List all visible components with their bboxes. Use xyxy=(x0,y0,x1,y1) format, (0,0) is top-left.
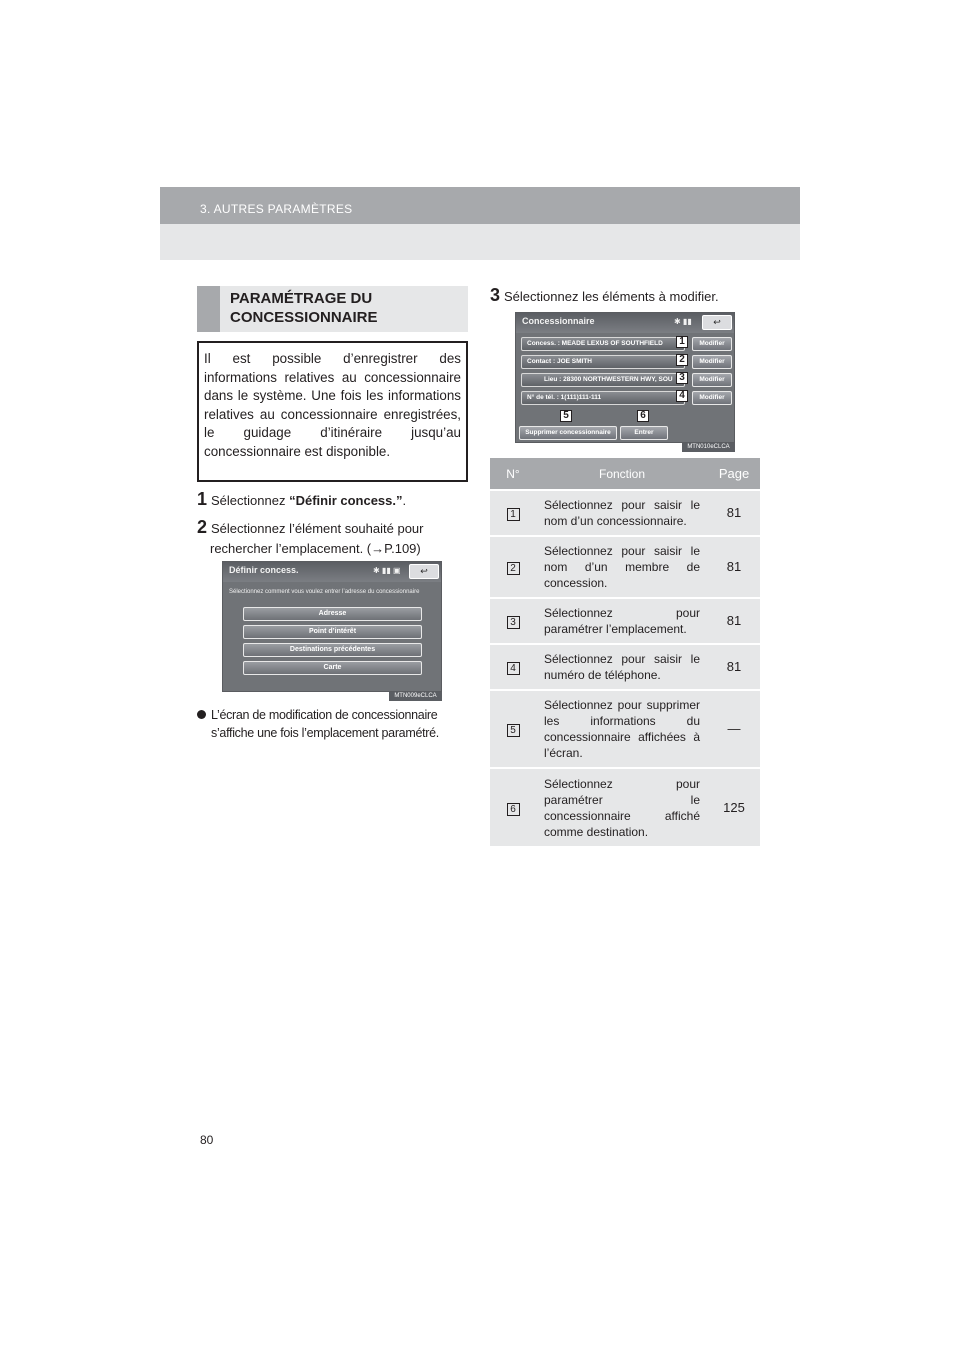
callout-5: 5 xyxy=(560,410,572,422)
bullet-note xyxy=(197,706,472,742)
table-row xyxy=(490,598,760,644)
row-page: 81 xyxy=(708,598,760,644)
enter-button[interactable]: Entrer xyxy=(620,426,668,440)
modify-phone-button[interactable]: Modifier xyxy=(692,391,732,405)
row-number: 2 xyxy=(507,562,520,575)
row-number: 6 xyxy=(507,803,520,816)
status-icons: ✱ ▮▮ xyxy=(674,317,692,326)
step-number: 1 xyxy=(197,489,208,509)
image-code: MTN010eCLCA xyxy=(682,443,735,452)
screenshot-dealer xyxy=(515,312,735,443)
screen-prompt: Sélectionnez comment vous voulez entrer l’adresse du concessionnaire xyxy=(229,589,420,595)
row-function: Sélectionnez pour saisir le nom d’un membre de concession. xyxy=(536,536,708,598)
header-band xyxy=(160,224,800,260)
screenshot-define-dealer xyxy=(222,561,442,692)
table-header xyxy=(490,458,760,490)
modify-location-button[interactable]: Modifier xyxy=(692,373,732,387)
step-number: 3 xyxy=(490,285,501,305)
row-number: 4 xyxy=(507,662,520,675)
row-page: 81 xyxy=(708,490,760,536)
step-3 xyxy=(490,286,765,306)
section-heading xyxy=(197,286,468,332)
callout-2: 2 xyxy=(676,354,688,366)
table-row xyxy=(490,490,760,536)
row-function: Sélectionnez pour paramétrer le concessionnaire affiché comme destination. xyxy=(536,768,708,846)
heading-accent xyxy=(197,286,220,332)
option-address[interactable]: Adresse xyxy=(243,607,422,621)
intro-box: Il est possible d’enregistrer des informations relatives au concessionnaire dans le système. Une fois les informations relatives au concessionnaire enregistrées, le guidage d’itinéraire jusqu’au concessionnaire est disponible. xyxy=(197,341,468,482)
row-page: 81 xyxy=(708,644,760,690)
row-page: 81 xyxy=(708,536,760,598)
step-keyword: “Définir concess.” xyxy=(289,493,403,508)
callout-1: 1 xyxy=(676,336,688,348)
row-page: — xyxy=(708,690,760,768)
step-text-line1: Sélectionnez l’élément souhaité pour xyxy=(211,521,424,536)
callout-4: 4 xyxy=(676,390,688,402)
option-previous-destinations[interactable]: Destinations précédentes xyxy=(243,643,422,657)
step-number: 2 xyxy=(197,517,208,537)
bullet-line2: s’affiche une fois l’emplacement paramétré. xyxy=(211,726,439,740)
image-code: MTN009eCLCA xyxy=(389,692,442,701)
header-num: N° xyxy=(506,466,520,481)
step-2 xyxy=(197,518,472,558)
field-contact: Contact : JOE SMITH xyxy=(521,355,685,369)
modify-contact-button[interactable]: Modifier xyxy=(692,355,732,369)
row-number: 5 xyxy=(507,724,520,737)
option-poi[interactable]: Point d’intérêt xyxy=(243,625,422,639)
back-button[interactable]: ↩ xyxy=(702,315,732,330)
header-function: Fonction xyxy=(598,466,646,481)
step-text: Sélectionnez les éléments à modifier. xyxy=(504,289,719,304)
option-map[interactable]: Carte xyxy=(243,661,422,675)
step-1: 1 Sélectionnez “Définir concess.”. xyxy=(197,489,407,509)
field-location: Lieu : 28300 NORTHWESTERN HWY, SOU xyxy=(521,373,685,387)
header-page: Page xyxy=(718,466,750,481)
row-number: 3 xyxy=(507,616,520,629)
callout-6: 6 xyxy=(637,410,649,422)
status-icons: ✱ ▮▮ ▣ xyxy=(373,566,401,575)
row-function: Sélectionnez pour supprimer les informations du concessionnaire affichées à l’écran. xyxy=(536,690,708,768)
row-function: Sélectionnez pour paramétrer l’emplacement. xyxy=(536,598,708,644)
table-row xyxy=(490,644,760,690)
step-text-line2: rechercher l’emplacement. (→P.109) xyxy=(210,541,421,556)
function-table xyxy=(490,458,760,846)
step-text: Sélectionnez xyxy=(211,493,290,508)
bullet-dot xyxy=(197,710,206,719)
callout-3: 3 xyxy=(676,372,688,384)
table-row xyxy=(490,768,760,846)
chapter-title: 3. AUTRES PARAMÈTRES xyxy=(200,202,353,216)
delete-dealer-button[interactable]: Supprimer concessionnaire xyxy=(519,426,617,440)
back-button[interactable]: ↩ xyxy=(409,564,439,579)
row-function: Sélectionnez pour saisir le numéro de téléphone. xyxy=(536,644,708,690)
table-row xyxy=(490,690,760,768)
row-function: Sélectionnez pour saisir le nom d’un concessionnaire. xyxy=(536,490,708,536)
page-number: 80 xyxy=(200,1133,214,1147)
row-number: 1 xyxy=(507,508,520,521)
screen-title: Définir concess. xyxy=(229,565,299,575)
table-row xyxy=(490,536,760,598)
screen-title: Concessionnaire xyxy=(522,316,595,326)
section-title: PARAMÉTRAGE DU CONCESSIONNAIRE xyxy=(230,290,378,326)
row-page: 125 xyxy=(708,768,760,846)
field-phone: N° de tél. : 1(111)111-111 xyxy=(521,391,685,405)
modify-dealer-button[interactable]: Modifier xyxy=(692,337,732,351)
bullet-line1: L’écran de modification de concessionnaire xyxy=(211,708,438,722)
field-dealer-name: Concess. : MEADE LEXUS OF SOUTHFIELD xyxy=(521,337,685,351)
